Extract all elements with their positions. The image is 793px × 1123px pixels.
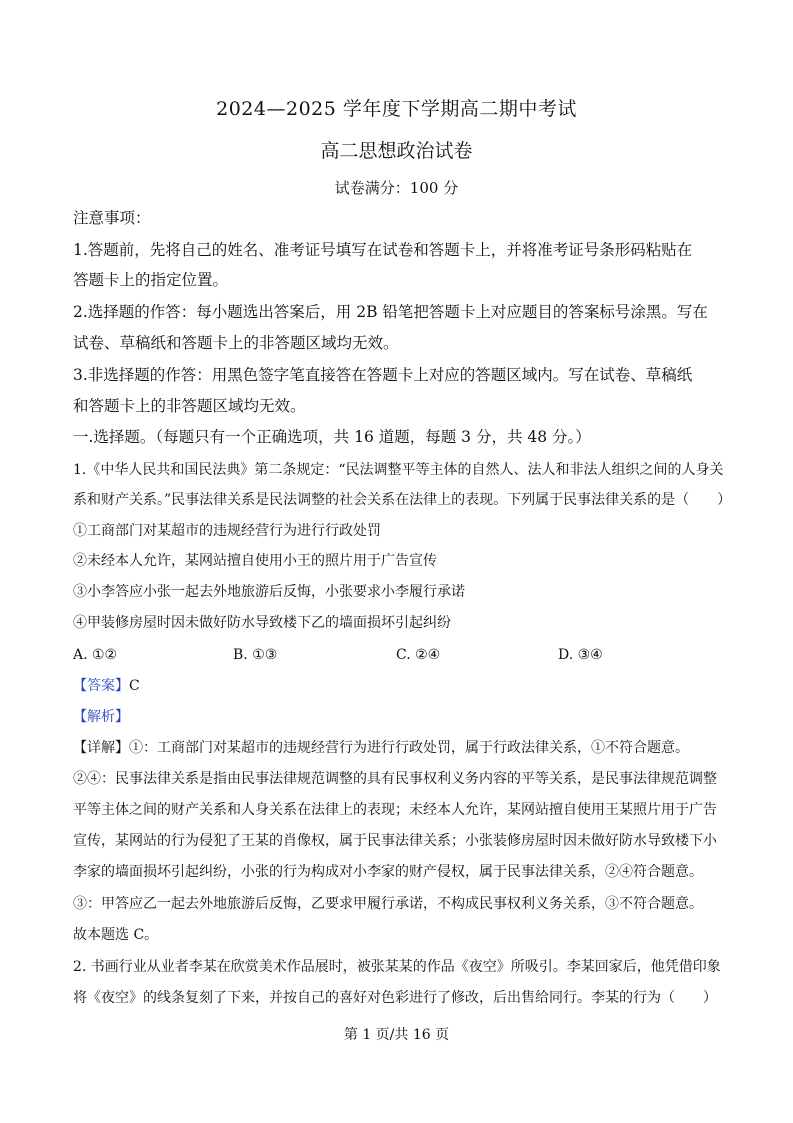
option-a: A. ①② bbox=[73, 647, 118, 663]
full-score: 试卷满分：100 分 bbox=[334, 179, 459, 197]
detail-line: ②④：民事法律关系是指由民事法律规范调整的具有民事权利义务内容的平等关系，是民事法律规范调整 bbox=[73, 771, 717, 787]
exam-subtitle: 高二思想政治试卷 bbox=[320, 140, 473, 162]
section-heading: 一.选择题。（每题只有一个正确选项，共 16 道题，每题 3 分，共 48 分。） bbox=[73, 428, 591, 446]
analysis-label: 【解析】 bbox=[73, 709, 129, 725]
detail-line: 【详解】①：工商部门对某超市的违规经营行为进行行政处罚，属于行政法律关系，①不符合题意。 bbox=[73, 740, 689, 756]
question-1-item: ①工商部门对某超市的违规经营行为进行行政处罚 bbox=[73, 523, 381, 539]
answer-value: C bbox=[129, 678, 140, 694]
notice-line: 3.非选择题的作答：用黑色签字笔直接答在答题卡上对应的答题区域内。写在试卷、草稿纸 bbox=[73, 366, 693, 384]
question-2-stem: 2. 书画行业从业者李某在欣赏美术作品展时，被张某某的作品《夜空》所吸引。李某回家后，他凭借印象 bbox=[73, 959, 721, 975]
notice-line: 1.答题前，先将自己的姓名、准考证号填写在试卷和答题卡上，并将准考证号条形码粘贴在 bbox=[73, 241, 693, 259]
exam-title: 2024—2025 学年度下学期高二期中考试 bbox=[216, 98, 577, 120]
option-d: D. ③④ bbox=[558, 647, 603, 663]
detail-line: 平等主体之间的财产关系和人身关系在法律上的表现；未经本人允许，某网站擅自使用王某照片用于广告 bbox=[73, 802, 717, 818]
detail-line: 故本题选 C。 bbox=[73, 927, 159, 943]
question-1-stem: 1.《中华人民共和国民法典》第二条规定：“民法调整平等主体的自然人、法人和非法人组织之间的人身关 bbox=[73, 462, 724, 478]
question-2-stem: 将《夜空》的线条复刻了下来，并按自己的喜好对色彩进行了修改，后出售给同行。李某的行为（ ） bbox=[73, 990, 717, 1006]
detail-line: 李家的墙面损坏引起纠纷，小张的行为构成对小李家的财产侵权，属于民事法律关系，②④符合题意。 bbox=[73, 864, 703, 880]
detail-line: 宣传，某网站的行为侵犯了王某的肖像权，属于民事法律关系；小张装修房屋时因未做好防水导致楼下小 bbox=[73, 833, 717, 849]
answer-label: 【答案】 bbox=[73, 678, 129, 694]
question-1-item: ④甲装修房屋时因未做好防水导致楼下乙的墙面损坏引起纠纷 bbox=[73, 615, 451, 631]
question-1-stem: 系和财产关系。”民事法律关系是民法调整的社会关系在法律上的表现。下列属于民事法律关系的是（ ） bbox=[73, 492, 732, 508]
option-b: B. ①③ bbox=[233, 647, 278, 663]
detail-line: ③：甲答应乙一起去外地旅游后反悔，乙要求甲履行承诺，不构成民事权利义务关系，③不符合题意。 bbox=[73, 896, 703, 912]
notice-line: 2.选择题的作答：每小题选出答案后，用 2B 铅笔把答题卡上对应题目的答案标号涂黑。写在 bbox=[73, 303, 708, 321]
option-c: C. ②④ bbox=[396, 647, 441, 663]
notice-line: 试卷、草稿纸和答题卡上的非答题区域均无效。 bbox=[73, 334, 399, 352]
notice-heading: 注意事项： bbox=[73, 209, 151, 227]
notice-line: 和答题卡上的非答题区域均无效。 bbox=[73, 397, 306, 415]
question-1-item: ②未经本人允许，某网站擅自使用小王的照片用于广告宣传 bbox=[73, 553, 437, 569]
question-1-item: ③小李答应小张一起去外地旅游后反悔，小张要求小李履行承诺 bbox=[73, 584, 465, 600]
notice-line: 答题卡上的指定位置。 bbox=[73, 271, 229, 289]
answer-line bbox=[73, 676, 140, 696]
page-footer: 第 1 页/共 16 页 bbox=[343, 1027, 450, 1043]
